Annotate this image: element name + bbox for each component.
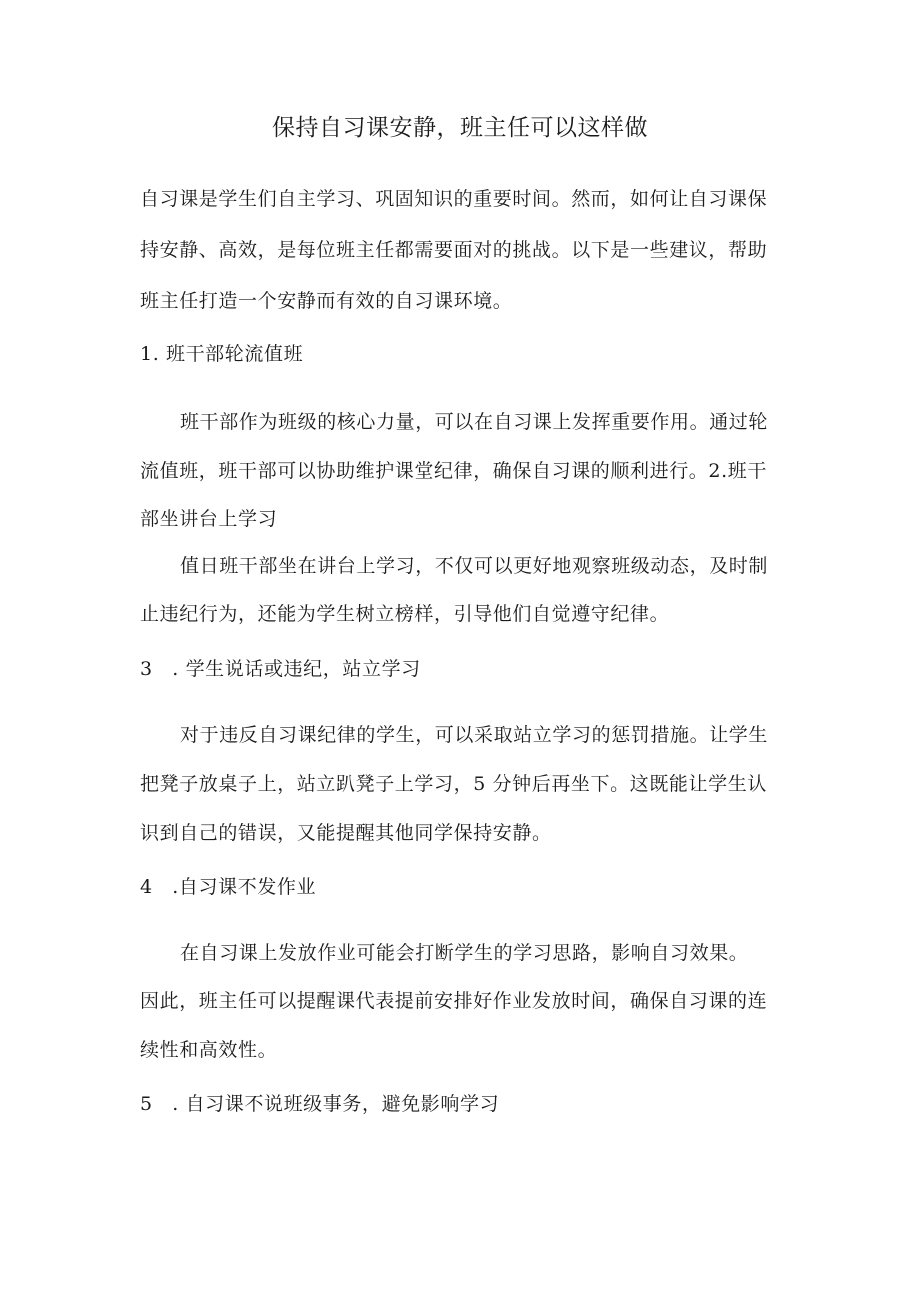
section-1-heading: 1. 班干部轮流值班 (140, 343, 304, 365)
section-3-line-3: 识到自己的错误，又能提醒其他同学保持安静。 (140, 822, 552, 844)
section-2-line-2: 止违纪行为，还能为学生树立榜样，引导他们自觉遵守纪律。 (140, 603, 670, 625)
section-4-heading: 4 .自习课不发作业 (140, 876, 317, 898)
section-3-line-2: 把凳子放桌子上，站立趴凳子上学习，5 分钟后再坐下。这既能让学生认 (140, 773, 767, 795)
section-3-line-1: 对于违反自习课纪律的学生，可以采取站立学习的惩罚措施。让学生 (180, 724, 769, 746)
section-4-line-3: 续性和高效性。 (140, 1039, 278, 1061)
section-4-line-2: 因此，班主任可以提醒课代表提前安排好作业发放时间，确保自习课的连 (140, 990, 768, 1012)
intro-line-3: 班主任打造一个安静而有效的自习课环境。 (140, 290, 513, 312)
intro-line-2: 持安静、高效，是每位班主任都需要面对的挑战。以下是一些建议，帮助 (140, 239, 768, 261)
intro-line-1: 自习课是学生们自主学习、巩固知识的重要时间。然而，如何让自习课保 (140, 188, 768, 210)
section-4-line-1: 在自习课上发放作业可能会打断学生的学习思路，影响自习效果。 (180, 942, 749, 964)
document-title: 保持自习课安静，班主任可以这样做 (272, 115, 648, 141)
section-1-line-3: 部坐讲台上学习 (140, 508, 278, 530)
section-2-line-1: 值日班干部坐在讲台上学习，不仅可以更好地观察班级动态，及时制 (180, 555, 769, 577)
section-1-line-2: 流值班，班干部可以协助维护课堂纪律，确保自习课的顺利进行。2.班干 (140, 460, 767, 482)
section-1-line-1: 班干部作为班级的核心力量，可以在自习课上发挥重要作用。通过轮 (180, 411, 769, 433)
section-3-heading: 3 . 学生说话或违纪，站立学习 (140, 658, 421, 680)
section-5-heading: 5 . 自习课不说班级事务，避免影响学习 (140, 1093, 500, 1115)
